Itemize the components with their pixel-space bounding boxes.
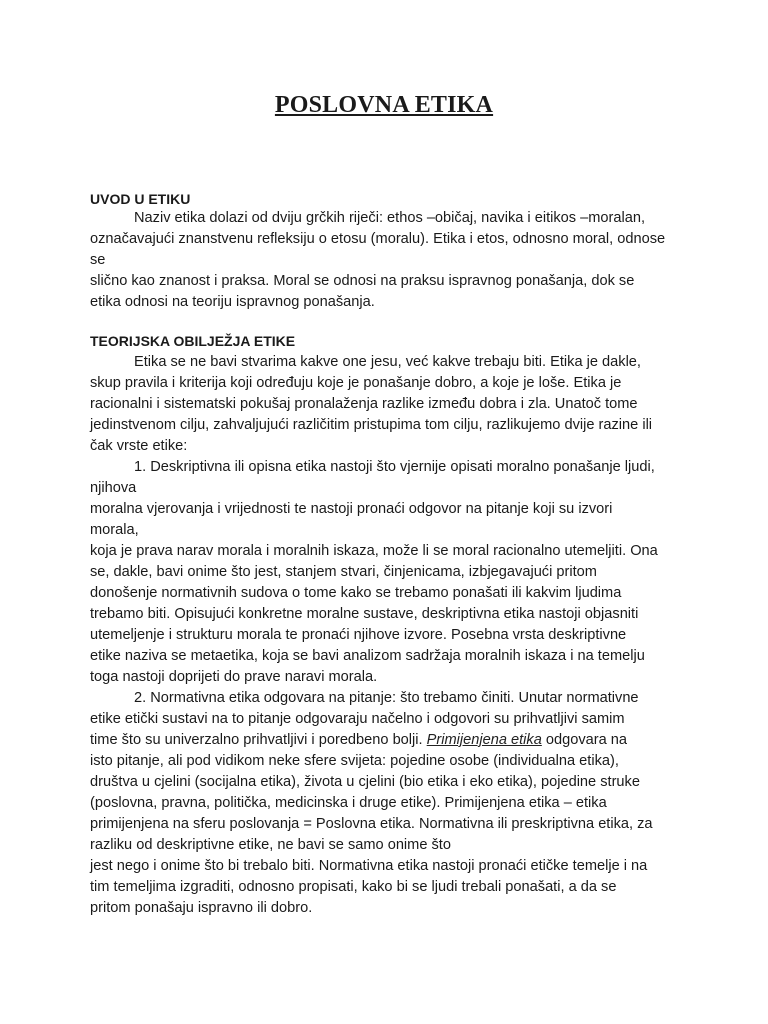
paragraph-line: Etika se ne bavi stvarima kakve one jesu, već kakve trebaju biti. Etika je dakle, [134,354,641,370]
paragraph-text: time što su univerzalno prihvatljivi i poredbeno bolji. [90,732,423,748]
paragraph-line: skup pravila i kriterija koji određuju koje je ponašanje dobro, a koje je loše. Etika je [90,375,622,391]
primijenjena-etika-link[interactable]: Primijenjena etika [426,732,542,748]
paragraph-line: isto pitanje, ali pod vidikom neke sfere svijeta: pojedine osobe (individualna etika), [90,753,619,769]
paragraph-line: označavajući znanstvenu refleksiju o etosu (moralu). Etika i etos, odnosno moral, odnose [90,231,666,247]
section-heading-teorijska: TEORIJSKA OBILJEŽJA ETIKE [90,333,296,349]
paragraph-line: etike etički sustavi na to pitanje odgovaraju načelno i odgovori su prihvatljivi samim [90,711,625,727]
paragraph-line: moralna vjerovanja i vrijednosti te nastoji pronaći odgovor na pitanje koji su izvori [90,501,613,517]
paragraph-line: etike naziva se metaetika, koja se bavi analizom sadržaja moralnih iskaza i na temelju [90,648,645,664]
paragraph-line: tim temeljima izgraditi, odnosno propisati, kako bi se ljudi trebali ponašati, a da se [90,879,617,895]
paragraph-line: koja je prava narav morala i moralnih iskaza, može li se moral racionalno utemeljiti. Ona [90,543,658,559]
paragraph-line: njihova [90,480,137,496]
paragraph-line: čak vrste etike: [90,438,188,454]
paragraph-line: Naziv etika dolazi od dviju grčkih riječi: ethos –običaj, navika i eitikos –moralan, [134,210,646,226]
paragraph-line: primijenjena na sferu poslovanja = Poslovna etika. Normativna ili preskriptivna etika, za [90,816,653,832]
paragraph-line: jest nego i onime što bi trebalo biti. Normativna etika nastoji pronaći etičke temelje i na [90,858,648,874]
paragraph-line: društva u cjelini (socijalna etika), života u cjelini (bio etika i eko etika), pojedine struke [90,774,640,790]
paragraph-line: se, dakle, bavi onime što jest, stanjem stvari, činjenicama, izbjegavajući pritom [90,564,597,580]
paragraph-text: odgovara na [541,732,628,748]
paragraph-line: toga nastoji doprijeti do prave naravi morala. [90,669,378,685]
paragraph-line: etika odnosi na teoriju ispravnog ponašanja. [90,294,375,310]
document-title: POSLOVNA ETIKA [274,92,494,118]
paragraph-line: (poslovna, pravna, politička, medicinska i druge etike). Primijenjena etika – etika [90,795,607,811]
paragraph-line: jedinstvenom cilju, zahvaljujući različitim pristupima tom cilju, razlikujemo dvije razine ili [90,417,653,433]
paragraph-line: racionalni i sistematski pokušaj pronalaženja razlike između dobra i zla. Unatoč tome [90,396,638,412]
paragraph-line: trebamo biti. Opisujući konkretne moralne sustave, deskriptivna etika nastoji objasniti [90,606,639,622]
section-heading-uvod: UVOD U ETIKU [90,191,191,207]
paragraph-line: utemeljenje i strukturu morala te pronaći njihove izvore. Posebna vrsta deskriptivne [90,627,627,643]
paragraph-line: pritom ponašaju ispravno ili dobro. [90,900,313,916]
paragraph-line: se [90,252,106,268]
paragraph-line: morala, [90,522,139,538]
paragraph-line: razliku od deskriptivne etike, ne bavi se samo onime što [90,837,451,853]
list-item-normativna: 2. Normativna etika odgovara na pitanje: što trebamo činiti. Unutar normativne [134,690,639,706]
paragraph-line: donošenje normativnih sudova o tome kako se trebamo ponašati ili kakvim ljudima [90,585,622,601]
list-item-deskriptivna: 1. Deskriptivna ili opisna etika nastoji što vjernije opisati moralno ponašanje ljudi, [134,459,655,475]
paragraph-line-with-link [90,730,627,750]
paragraph-line: slično kao znanost i praksa. Moral se odnosi na praksu ispravnog ponašanja, dok se [90,273,635,289]
